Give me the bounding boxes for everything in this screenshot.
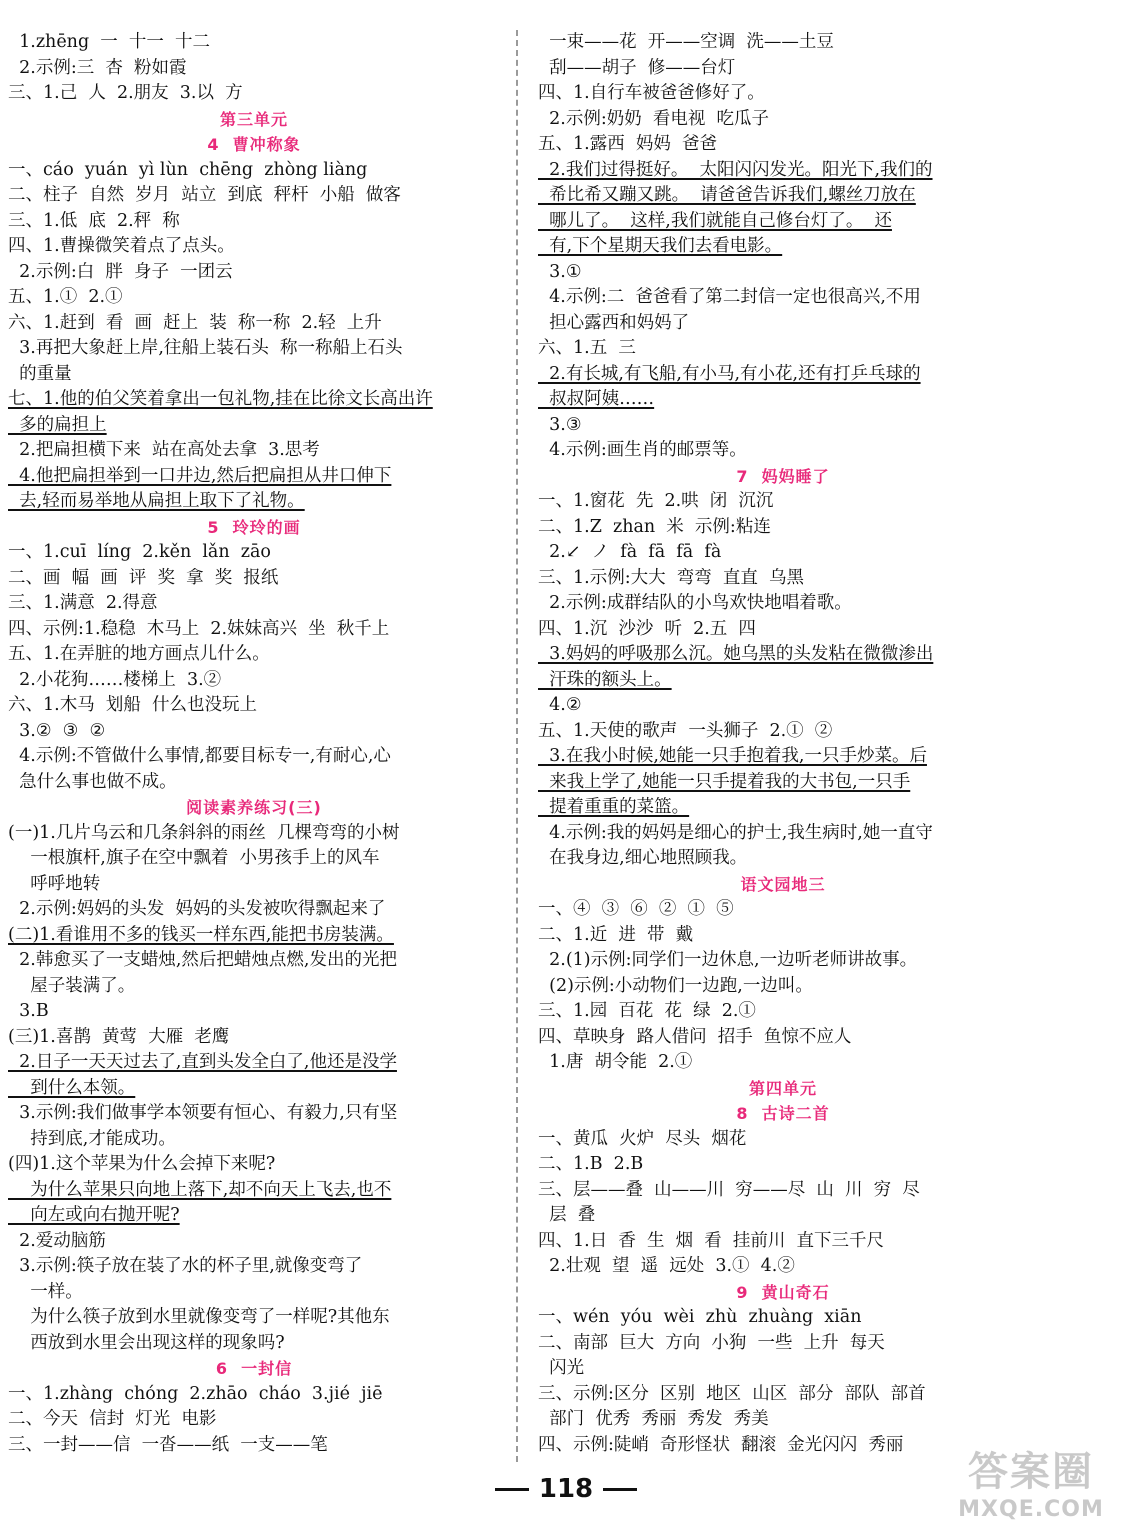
- answer-line: 2.壮观 望 遥 远处 3.① 4.②: [538, 1256, 795, 1276]
- answer-line: (三)1.喜鹊 黄莺 大雁 老鹰: [8, 1026, 230, 1047]
- answer-line: 层 叠: [538, 1205, 596, 1225]
- answer-line: 四、1.自行车被爸爸修好了。: [538, 83, 765, 103]
- answer-line: 二、1.Z zhan 米 示例:粘连: [538, 516, 771, 537]
- answer-line: 一、④ ③ ⑥ ② ① ⑤: [538, 899, 734, 919]
- answer-line: [8, 387, 500, 413]
- answer-line: 四、草映身 路人借问 招手 鱼惊不应人: [538, 1026, 852, 1047]
- answer-line: 一、1.zhàng chóng 2.zhāo cháo 3.jié jiē: [8, 1383, 383, 1404]
- answer-line: [8, 413, 500, 439]
- section-heading: 语文园地三: [740, 874, 826, 894]
- underlined-answer: 到什么本领。: [8, 1077, 136, 1098]
- answer-line: [538, 158, 1028, 184]
- answer-line: 四、1.曹操微笑着点了点头。: [8, 236, 235, 256]
- answer-line: 三、1.园 百花 花 绿 2.①: [538, 1001, 756, 1021]
- section-heading: 5 玲玲的画: [207, 517, 301, 537]
- answer-line: [538, 234, 1028, 260]
- answer-line: 五、1.天使的歌声 一头狮子 2.① ②: [538, 720, 833, 741]
- section-heading: 阅读素养练习(三): [186, 798, 322, 817]
- answer-line: 三、1.低 底 2.秤 称: [8, 210, 180, 231]
- answer-line: [538, 668, 1028, 694]
- underlined-answer: 为什么苹果只向地上落下,却不向天上飞去,也不: [8, 1179, 392, 1200]
- answer-line: 四、示例:陡峭 奇形怪状 翻滚 金光闪闪 秀丽: [538, 1434, 904, 1455]
- underlined-answer: 2.日子一天天过去了,直到头发全白了,他还是没学: [8, 1052, 397, 1072]
- answer-line: 4.示例:我的妈妈是细心的护士,我生病时,她一直守: [538, 822, 933, 843]
- watermark-logo: [936, 1448, 1126, 1532]
- answer-line: 2.(1)示例:同学们一边休息,一边听老师讲故事。: [538, 950, 918, 970]
- answer-line: [538, 387, 1028, 413]
- underlined-answer: 汗珠的额头上。: [538, 669, 672, 690]
- answer-line: 4.示例:不管做什么事情,都要目标专一,有耐心,心: [8, 746, 391, 766]
- underlined-answer: 多的扁担上: [8, 414, 107, 435]
- underlined-answer: 2.我们过得挺好。 太阳闪闪发光。阳光下,我们的: [538, 159, 933, 180]
- answer-line: 部门 优秀 秀丽 秀发 秀美: [538, 1409, 769, 1429]
- answer-line: 西放到水里会出现这样的现象吗?: [8, 1332, 285, 1353]
- answer-line: 五、1.露西 妈妈 爸爸: [538, 134, 717, 154]
- answer-line: 2.↙ ノ fà fā fā fà: [538, 542, 722, 562]
- section-heading: 7 妈妈睡了: [736, 466, 830, 486]
- section-heading: 9 黄山奇石: [736, 1282, 830, 1302]
- answer-line: 4.②: [538, 695, 582, 715]
- dash-left: [495, 1488, 529, 1491]
- answer-line: 二、1.近 进 带 戴: [538, 924, 694, 945]
- underlined-answer: 有,下个星期天我们去看电影。: [538, 236, 783, 256]
- answer-line: 六、1.木马 划船 什么也没玩上: [8, 695, 257, 715]
- underlined-answer: 4.他把扁担举到一口井边,然后把扁担从井口伸下: [8, 465, 392, 486]
- section-heading: 第四单元: [748, 1078, 817, 1098]
- section-heading: 4 曹冲称象: [207, 135, 301, 154]
- answer-line: 2.示例:白 胖 身子 一团云: [8, 261, 233, 282]
- answer-line: 在我身边,细心地照顾我。: [538, 848, 748, 868]
- answer-line: 二、今天 信封 灯光 电影: [8, 1409, 217, 1429]
- answer-line: [8, 1050, 500, 1076]
- page-number-text: 118: [538, 1474, 594, 1504]
- answer-line: 六、1.五 三: [538, 338, 636, 358]
- underlined-answer: 2.有长城,有飞船,有小马,有小花,还有打乒乓球的: [538, 363, 921, 384]
- answer-line: [538, 209, 1028, 235]
- answer-line: 4.示例:二 爸爸看了第二封信一定也很高兴,不用: [538, 287, 921, 307]
- answer-line: (一)1.几片乌云和几条斜斜的雨丝 几棵弯弯的小树: [8, 822, 400, 843]
- answer-line: 三、1.满意 2.得意: [8, 593, 158, 613]
- answer-line: [8, 923, 500, 949]
- answer-line: 2.爱动脑筋: [8, 1230, 106, 1251]
- answer-line: 一、wén yóu wèi zhù zhuàng xiān: [538, 1307, 862, 1327]
- answer-line: 持到底,才能成功。: [8, 1128, 176, 1149]
- answer-line: 3.示例:筷子放在装了水的杯子里,就像变弯了: [8, 1256, 363, 1276]
- answer-line: [8, 1076, 500, 1102]
- answer-line: 3.② ③ ②: [8, 720, 106, 741]
- answer-line: [538, 770, 1028, 796]
- underlined-answer: 叔叔阿姨……: [538, 389, 655, 409]
- answer-line: 3.再把大象赶上岸,往船上装石头 称一称船上石头: [8, 338, 403, 358]
- answer-line: [538, 362, 1028, 388]
- answer-line: 2.把扁担横下来 站在高处去拿 3.思考: [8, 440, 320, 460]
- answer-line: 4.示例:画生肖的邮票等。: [538, 440, 747, 460]
- answer-line: 2.示例:奶奶 看电视 吃瓜子: [538, 108, 769, 129]
- answer-line: 一根旗杆,旗子在空中飘着 小男孩手上的风车: [8, 848, 380, 868]
- answer-line: 屋子装满了。: [8, 975, 136, 996]
- answer-line: 四、1.沉 沙沙 听 2.五 四: [538, 618, 756, 639]
- answer-line: 为什么筷子放到水里就像变弯了一样呢?其他东: [8, 1307, 390, 1327]
- answer-line: 一样。: [8, 1281, 83, 1302]
- answer-line: 五、1.在弄脏的地方画点儿什么。: [8, 644, 270, 664]
- answer-line: 三、1.己 人 2.朋友 3.以 方: [8, 83, 243, 103]
- dash-right: [603, 1488, 637, 1491]
- answer-line: 二、画 幅 画 评 奖 拿 奖 报纸: [8, 567, 279, 588]
- underlined-answer: 希比希又蹦又跳。 请爸爸告诉我们,螺丝刀放在: [538, 185, 916, 205]
- underlined-answer: 3.妈妈的呼吸那么沉。她乌黑的头发粘在微微渗出: [538, 644, 934, 664]
- answer-line: 闪光: [538, 1358, 585, 1378]
- answer-line: 刮——胡子 修——台灯: [538, 57, 736, 78]
- section-heading: 6 一封信: [215, 1359, 293, 1378]
- answer-line: 六、1.赶到 看 画 赶上 装 称一称 2.轻 上升: [8, 312, 382, 333]
- answer-line: 3.示例:我们做事学本领要有恒心、有毅力,只有坚: [8, 1103, 398, 1123]
- watermark-sub: MXQE.COM: [958, 1497, 1104, 1522]
- underlined-answer: 哪儿了。 这样,我们就能自己修台灯了。 还: [538, 210, 892, 231]
- answer-line: 四、1.日 香 生 烟 看 挂前川 直下三千尺: [538, 1230, 884, 1251]
- answer-line: 三、层——叠 山——川 穷——尽 山 川 穷 尽: [538, 1179, 920, 1200]
- section-heading: 第三单元: [219, 109, 288, 129]
- answer-line: 三、一封——信 一沓——纸 一支——笔: [8, 1434, 328, 1455]
- answer-line: 三、示例:区分 区别 地区 山区 部分 部队 部首: [538, 1383, 926, 1404]
- answer-line: 2.示例:成群结队的小鸟欢快地唱着歌。: [538, 593, 852, 613]
- answer-line: (四)1.这个苹果为什么会掉下来呢?: [8, 1154, 276, 1174]
- answer-line: 2.韩愈买了一支蜡烛,然后把蜡烛点燃,发出的光把: [8, 950, 397, 970]
- answer-line: [538, 795, 1028, 821]
- answer-column-left: [8, 30, 500, 1458]
- answer-line: 一束——花 开——空调 洗——土豆: [538, 32, 834, 52]
- answer-line: 1.唐 胡令能 2.①: [538, 1052, 693, 1072]
- answer-line: 2.小花狗……楼梯上 3.②: [8, 669, 222, 690]
- underlined-answer: 七、1.他的伯父笑着拿出一包礼物,挂在比徐文长高出许: [8, 389, 433, 409]
- answer-line: 三、1.示例:大大 弯弯 直直 乌黑: [538, 567, 804, 588]
- answer-line: 二、1.B 2.B: [538, 1154, 644, 1174]
- answer-line: [8, 464, 500, 490]
- underlined-answer: 3.在我小时候,她能一只手抱着我,一只手炒菜。后: [538, 746, 927, 766]
- answer-line: 3.③: [538, 414, 582, 435]
- answer-line: [8, 1178, 500, 1204]
- answer-line: 急什么事也做不成。: [8, 771, 177, 792]
- answer-line: 五、1.① 2.①: [8, 287, 123, 307]
- underlined-answer: 向左或向右抛开呢?: [8, 1205, 180, 1225]
- answer-line: 担心露西和妈妈了: [538, 312, 690, 333]
- answer-line: 一、cáo yuán yì lùn chēng zhòng liàng: [8, 159, 368, 180]
- answer-line: 3.B: [8, 1001, 49, 1021]
- answer-line: [538, 183, 1028, 209]
- answer-line: 3.①: [538, 261, 582, 282]
- answer-line: 1.zhēng 一 十一 十二: [8, 32, 211, 52]
- answer-column-right: [538, 30, 1028, 1458]
- underlined-answer: 去,轻而易举地从扁担上取下了礼物。: [8, 491, 305, 511]
- answer-line: 二、柱子 自然 岁月 站立 到底 秤杆 小船 做客: [8, 185, 401, 205]
- answer-line: [538, 642, 1028, 668]
- column-divider: [516, 30, 518, 1462]
- answer-line: (2)示例:小动物们一边跑,一边叫。: [538, 975, 813, 996]
- answer-line: 2.示例:三 杏 粉如霞: [8, 57, 187, 78]
- watermark-main: 答案圈: [968, 1449, 1094, 1495]
- underlined-answer: 提着重重的菜篮。: [538, 797, 690, 817]
- answer-line: 呼呼地转: [8, 873, 101, 894]
- answer-line: [8, 1203, 500, 1229]
- section-heading: 8 古诗二首: [736, 1104, 830, 1123]
- answer-line: 一、1.窗花 先 2.哄 闭 沉沉: [538, 491, 774, 511]
- answer-line: 的重量: [8, 363, 72, 384]
- underlined-answer: 来我上学了,她能一只手提着我的大书包,一只手: [538, 771, 911, 792]
- answer-line: 二、南部 巨大 方向 小狗 一些 上升 每天: [538, 1332, 885, 1353]
- underlined-answer: (二)1.看谁用不多的钱买一样东西,能把书房装满。: [8, 924, 394, 945]
- answer-line: [538, 744, 1028, 770]
- answer-line: 2.示例:妈妈的头发 妈妈的头发被吹得飘起来了: [8, 899, 386, 919]
- answer-line: [8, 489, 500, 515]
- answer-line: 四、示例:1.稳稳 木马上 2.妹妹高兴 坐 秋千上: [8, 618, 390, 639]
- answer-line: 一、1.cuī líng 2.kěn lǎn zāo: [8, 542, 271, 562]
- answer-line: 一、黄瓜 火炉 尽头 烟花: [538, 1128, 747, 1149]
